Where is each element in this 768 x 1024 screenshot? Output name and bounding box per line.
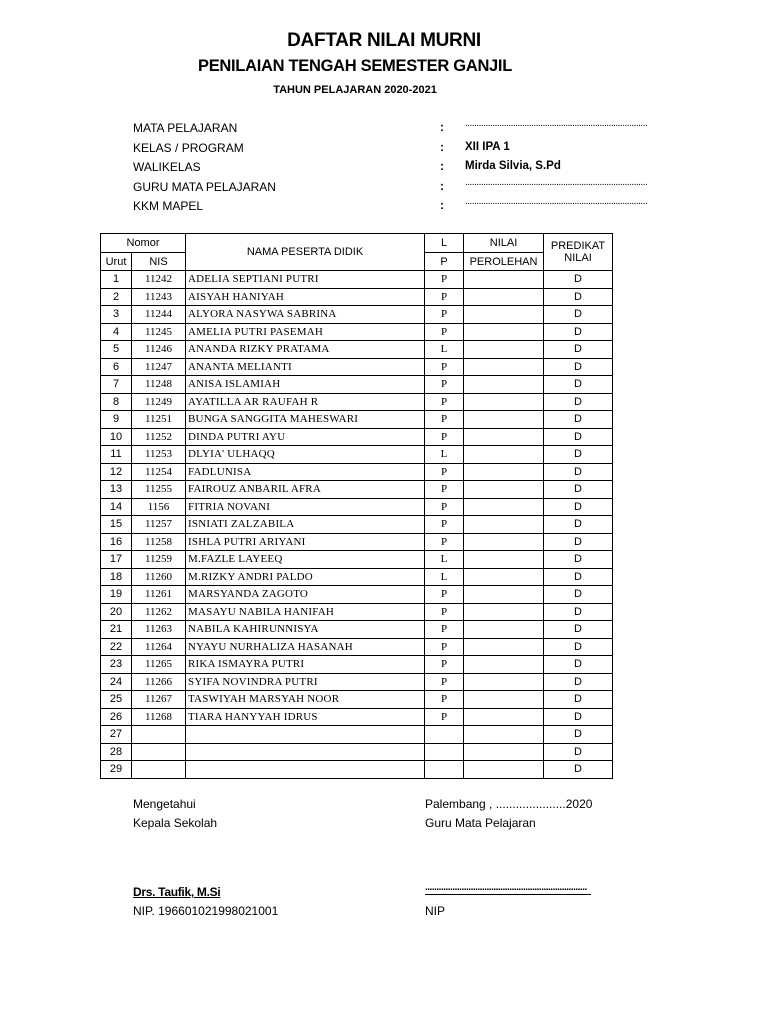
- table-row: [101, 323, 613, 341]
- cell-predikat: D: [544, 358, 613, 376]
- cell-nis: 11253: [132, 446, 186, 464]
- table-row: [101, 621, 613, 639]
- info-colon: :: [440, 120, 444, 134]
- cell-nis: 11267: [132, 691, 186, 709]
- cell-nama: DLYIA' ULHAQQ: [186, 446, 425, 464]
- cell-nis: 11254: [132, 463, 186, 481]
- cell-nis: 11263: [132, 621, 186, 639]
- cell-nis: 11259: [132, 551, 186, 569]
- cell-nilai: [464, 743, 544, 761]
- cell-nis: 11246: [132, 341, 186, 359]
- cell-urut: 20: [101, 603, 132, 621]
- table-row: [101, 691, 613, 709]
- cell-nis: 11247: [132, 358, 186, 376]
- cell-nilai: [464, 498, 544, 516]
- table-row: [101, 533, 613, 551]
- header-nis: NIS: [132, 253, 186, 271]
- table-row: [101, 446, 613, 464]
- table-row: [101, 393, 613, 411]
- info-colon: :: [440, 159, 444, 173]
- cell-urut: 21: [101, 621, 132, 639]
- cell-nis: 11258: [132, 533, 186, 551]
- cell-lp: P: [425, 708, 464, 726]
- header-perolehan: PEROLEHAN: [464, 253, 544, 271]
- cell-nama: SYIFA NOVINDRA PUTRI: [186, 673, 425, 691]
- cell-predikat: D: [544, 428, 613, 446]
- cell-nama: TIARA HANYYAH IDRUS: [186, 708, 425, 726]
- table-row: [101, 761, 613, 779]
- cell-lp: L: [425, 551, 464, 569]
- cell-predikat: D: [544, 586, 613, 604]
- cell-nama: ALYORA NASYWA SABRINA: [186, 306, 425, 324]
- cell-nilai: [464, 761, 544, 779]
- cell-nis: 11242: [132, 271, 186, 289]
- cell-lp: P: [425, 656, 464, 674]
- cell-nis: 11245: [132, 323, 186, 341]
- cell-nama: DINDA PUTRI AYU: [186, 428, 425, 446]
- grades-table: [100, 233, 613, 779]
- table-row: [101, 708, 613, 726]
- cell-nama: FITRIA NOVANI: [186, 498, 425, 516]
- cell-nilai: [464, 463, 544, 481]
- table-row: [101, 551, 613, 569]
- cell-nama: NABILA KAHIRUNNISYA: [186, 621, 425, 639]
- cell-nilai: [464, 551, 544, 569]
- cell-nama: NYAYU NURHALIZA HASANAH: [186, 638, 425, 656]
- cell-nis: 1156: [132, 498, 186, 516]
- cell-nis: [132, 726, 186, 744]
- info-label: KKM MAPEL: [133, 199, 204, 213]
- cell-predikat: D: [544, 341, 613, 359]
- cell-urut: 12: [101, 463, 132, 481]
- header-p: P: [425, 253, 464, 271]
- cell-urut: 26: [101, 708, 132, 726]
- cell-lp: P: [425, 603, 464, 621]
- cell-nama: ADELIA SEPTIANI PUTRI: [186, 271, 425, 289]
- info-row-mata-pelajaran: [133, 118, 648, 138]
- cell-lp: P: [425, 271, 464, 289]
- cell-nama: ANANTA MELIANTI: [186, 358, 425, 376]
- cell-predikat: D: [544, 411, 613, 429]
- cell-nilai: [464, 376, 544, 394]
- cell-lp: P: [425, 428, 464, 446]
- info-row-walikelas: [133, 157, 613, 177]
- header-l: L: [425, 234, 464, 253]
- cell-urut: 15: [101, 516, 132, 534]
- cell-predikat: D: [544, 376, 613, 394]
- cell-nilai: [464, 271, 544, 289]
- cell-nilai: [464, 481, 544, 499]
- cell-predikat: D: [544, 288, 613, 306]
- table-row: [101, 428, 613, 446]
- header-nama: NAMA PESERTA DIDIK: [186, 234, 425, 271]
- cell-nilai: [464, 288, 544, 306]
- cell-nilai: [464, 638, 544, 656]
- document-title: DAFTAR NILAI MURNI: [287, 30, 481, 51]
- footer-teacher-name-line: .......................................................................: [425, 882, 591, 895]
- cell-urut: 11: [101, 446, 132, 464]
- cell-predikat: D: [544, 726, 613, 744]
- cell-predikat: D: [544, 708, 613, 726]
- cell-nis: [132, 743, 186, 761]
- cell-urut: 5: [101, 341, 132, 359]
- table-row: [101, 481, 613, 499]
- cell-nama: FAIROUZ ANBARIL AFRA: [186, 481, 425, 499]
- cell-lp: P: [425, 323, 464, 341]
- cell-nilai: [464, 393, 544, 411]
- cell-urut: 23: [101, 656, 132, 674]
- cell-urut: 19: [101, 586, 132, 604]
- cell-nis: 11262: [132, 603, 186, 621]
- cell-predikat: D: [544, 516, 613, 534]
- cell-urut: 22: [101, 638, 132, 656]
- table-row: [101, 568, 613, 586]
- cell-urut: 10: [101, 428, 132, 446]
- cell-nilai: [464, 621, 544, 639]
- cell-nilai: [464, 341, 544, 359]
- cell-nilai: [464, 411, 544, 429]
- cell-nis: 11243: [132, 288, 186, 306]
- cell-nis: 11266: [132, 673, 186, 691]
- cell-predikat: D: [544, 603, 613, 621]
- cell-urut: 3: [101, 306, 132, 324]
- cell-lp: P: [425, 498, 464, 516]
- footer-principal-nip: NIP. 196601021998021001: [133, 904, 279, 918]
- info-row-kelas-program: [133, 138, 613, 158]
- cell-nilai: [464, 446, 544, 464]
- cell-lp: P: [425, 638, 464, 656]
- cell-lp: L: [425, 568, 464, 586]
- cell-nama: ANISA ISLAMIAH: [186, 376, 425, 394]
- cell-nilai: [464, 691, 544, 709]
- cell-urut: 8: [101, 393, 132, 411]
- cell-urut: 25: [101, 691, 132, 709]
- cell-nilai: [464, 603, 544, 621]
- cell-lp: [425, 726, 464, 744]
- cell-nama: ANANDA RIZKY PRATAMA: [186, 341, 425, 359]
- cell-nis: 11244: [132, 306, 186, 324]
- info-dots: ................................................................................: [465, 196, 648, 207]
- table-row: [101, 358, 613, 376]
- cell-predikat: D: [544, 271, 613, 289]
- cell-nis: 11268: [132, 708, 186, 726]
- cell-nis: 11264: [132, 638, 186, 656]
- header-urut: Urut: [101, 253, 132, 271]
- footer-guru-mapel: Guru Mata Pelajaran: [425, 816, 536, 830]
- table-row: [101, 341, 613, 359]
- cell-nis: 11260: [132, 568, 186, 586]
- info-row-guru-mapel: [133, 176, 648, 197]
- cell-lp: P: [425, 306, 464, 324]
- table-row: [101, 288, 613, 306]
- table-row: [101, 306, 613, 324]
- info-label: GURU MATA PELAJARAN: [133, 179, 276, 194]
- cell-nis: 11252: [132, 428, 186, 446]
- cell-urut: 1: [101, 271, 132, 289]
- cell-predikat: D: [544, 673, 613, 691]
- table-row: [101, 498, 613, 516]
- cell-nilai: [464, 306, 544, 324]
- cell-predikat: D: [544, 743, 613, 761]
- cell-nama: FADLUNISA: [186, 463, 425, 481]
- cell-predikat: D: [544, 393, 613, 411]
- cell-nama: RIKA ISMAYRA PUTRI: [186, 656, 425, 674]
- academic-year: TAHUN PELAJARAN 2020-2021: [273, 84, 437, 96]
- info-colon: :: [440, 139, 444, 154]
- table-row: [101, 411, 613, 429]
- cell-lp: P: [425, 393, 464, 411]
- cell-nama: ISHLA PUTRI ARIYANI: [186, 533, 425, 551]
- cell-lp: [425, 761, 464, 779]
- header-predikat-label: PREDIKAT: [550, 240, 606, 252]
- cell-nilai: [464, 516, 544, 534]
- cell-lp: P: [425, 411, 464, 429]
- document-subtitle: PENILAIAN TENGAH SEMESTER GANJIL: [197, 57, 512, 75]
- cell-lp: [425, 743, 464, 761]
- cell-nama: M.RIZKY ANDRI PALDO: [186, 568, 425, 586]
- info-dots: ................................................................................: [465, 118, 648, 129]
- cell-lp: P: [425, 691, 464, 709]
- cell-nis: 11249: [132, 393, 186, 411]
- cell-lp: P: [425, 481, 464, 499]
- cell-nis: 11261: [132, 586, 186, 604]
- footer-teacher-nip: NIP: [425, 904, 446, 918]
- table-row: [101, 743, 613, 761]
- cell-nama: M.FAZLE LAYEEQ: [186, 551, 425, 569]
- info-row-kkm-mapel: [133, 196, 648, 216]
- cell-lp: P: [425, 673, 464, 691]
- cell-nilai: [464, 656, 544, 674]
- cell-nama: ISNIATI ZALZABILA: [186, 516, 425, 534]
- cell-predikat: D: [544, 323, 613, 341]
- cell-nama: TASWIYAH MARSYAH NOOR: [186, 691, 425, 709]
- cell-nis: [132, 761, 186, 779]
- cell-nis: 11248: [132, 376, 186, 394]
- cell-nama: AMELIA PUTRI PASEMAH: [186, 323, 425, 341]
- footer-mengetahui: Mengetahui: [133, 797, 196, 811]
- footer-kepala-sekolah: Kepala Sekolah: [133, 816, 218, 830]
- cell-urut: 13: [101, 481, 132, 499]
- table-row: [101, 603, 613, 621]
- cell-lp: P: [425, 516, 464, 534]
- cell-urut: 6: [101, 358, 132, 376]
- cell-urut: 2: [101, 288, 132, 306]
- cell-lp: L: [425, 446, 464, 464]
- cell-predikat: D: [544, 551, 613, 569]
- cell-nama: [186, 726, 425, 744]
- cell-nilai: [464, 323, 544, 341]
- cell-nama: BUNGA SANGGITA MAHESWARI: [186, 411, 425, 429]
- cell-lp: P: [425, 288, 464, 306]
- cell-nilai: [464, 708, 544, 726]
- cell-predikat: D: [544, 568, 613, 586]
- cell-urut: 7: [101, 376, 132, 394]
- cell-nilai: [464, 428, 544, 446]
- cell-urut: 29: [101, 761, 132, 779]
- cell-nama: [186, 743, 425, 761]
- cell-lp: P: [425, 376, 464, 394]
- table-row: [101, 638, 613, 656]
- cell-predikat: D: [544, 446, 613, 464]
- cell-nama: AYATILLA AR RAUFAH R: [186, 393, 425, 411]
- cell-predikat: D: [544, 463, 613, 481]
- cell-nama: MARSYANDA ZAGOTO: [186, 586, 425, 604]
- cell-nilai: [464, 586, 544, 604]
- cell-predikat: D: [544, 533, 613, 551]
- info-section: [133, 118, 648, 216]
- cell-predikat: D: [544, 691, 613, 709]
- cell-nilai: [464, 358, 544, 376]
- cell-urut: 24: [101, 673, 132, 691]
- cell-nama: AISYAH HANIYAH: [186, 288, 425, 306]
- cell-lp: P: [425, 358, 464, 376]
- cell-urut: 9: [101, 411, 132, 429]
- info-colon: :: [440, 178, 444, 193]
- info-label: MATA PELAJARAN: [133, 121, 238, 135]
- info-label: WALIKELAS: [133, 160, 201, 174]
- cell-urut: 16: [101, 533, 132, 551]
- table-row: [101, 656, 613, 674]
- table-row: [101, 463, 613, 481]
- cell-lp: P: [425, 586, 464, 604]
- cell-urut: 28: [101, 743, 132, 761]
- cell-predikat: D: [544, 481, 613, 499]
- table-row: [101, 586, 613, 604]
- header-predikat: [544, 234, 613, 271]
- cell-lp: P: [425, 463, 464, 481]
- cell-predikat: D: [544, 306, 613, 324]
- cell-nis: 11255: [132, 481, 186, 499]
- cell-nilai: [464, 568, 544, 586]
- cell-nilai: [464, 673, 544, 691]
- cell-nama: [186, 761, 425, 779]
- table-row: [101, 376, 613, 394]
- cell-urut: 4: [101, 323, 132, 341]
- cell-urut: 27: [101, 726, 132, 744]
- table-row: [101, 271, 613, 289]
- header-nilai: NILAI: [464, 234, 544, 253]
- info-value: Mirda Silvia, S.Pd: [465, 160, 561, 172]
- info-value: XII IPA 1: [465, 140, 510, 153]
- info-label: KELAS / PROGRAM: [133, 140, 244, 155]
- cell-urut: 17: [101, 551, 132, 569]
- cell-urut: 18: [101, 568, 132, 586]
- cell-predikat: D: [544, 498, 613, 516]
- cell-predikat: D: [544, 656, 613, 674]
- cell-nilai: [464, 726, 544, 744]
- cell-urut: 14: [101, 498, 132, 516]
- info-colon: :: [440, 198, 444, 212]
- cell-lp: P: [425, 533, 464, 551]
- cell-nama: MASAYU NABILA HANIFAH: [186, 603, 425, 621]
- info-dots: ................................................................................: [465, 176, 648, 188]
- footer-place-date: Palembang , .....................2020: [425, 797, 593, 811]
- cell-predikat: D: [544, 621, 613, 639]
- cell-predikat: D: [544, 761, 613, 779]
- footer-principal-name: Drs. Taufik, M.Si: [133, 885, 221, 899]
- table-row: [101, 516, 613, 534]
- header-nomor: Nomor: [101, 234, 186, 253]
- cell-nis: 11251: [132, 411, 186, 429]
- cell-nis: 11265: [132, 656, 186, 674]
- table-row: [101, 726, 613, 744]
- cell-lp: L: [425, 341, 464, 359]
- cell-nis: 11257: [132, 516, 186, 534]
- header-predikat-nilai: NILAI: [564, 252, 592, 264]
- table-row: [101, 673, 613, 691]
- cell-lp: P: [425, 621, 464, 639]
- cell-predikat: D: [544, 638, 613, 656]
- cell-nilai: [464, 533, 544, 551]
